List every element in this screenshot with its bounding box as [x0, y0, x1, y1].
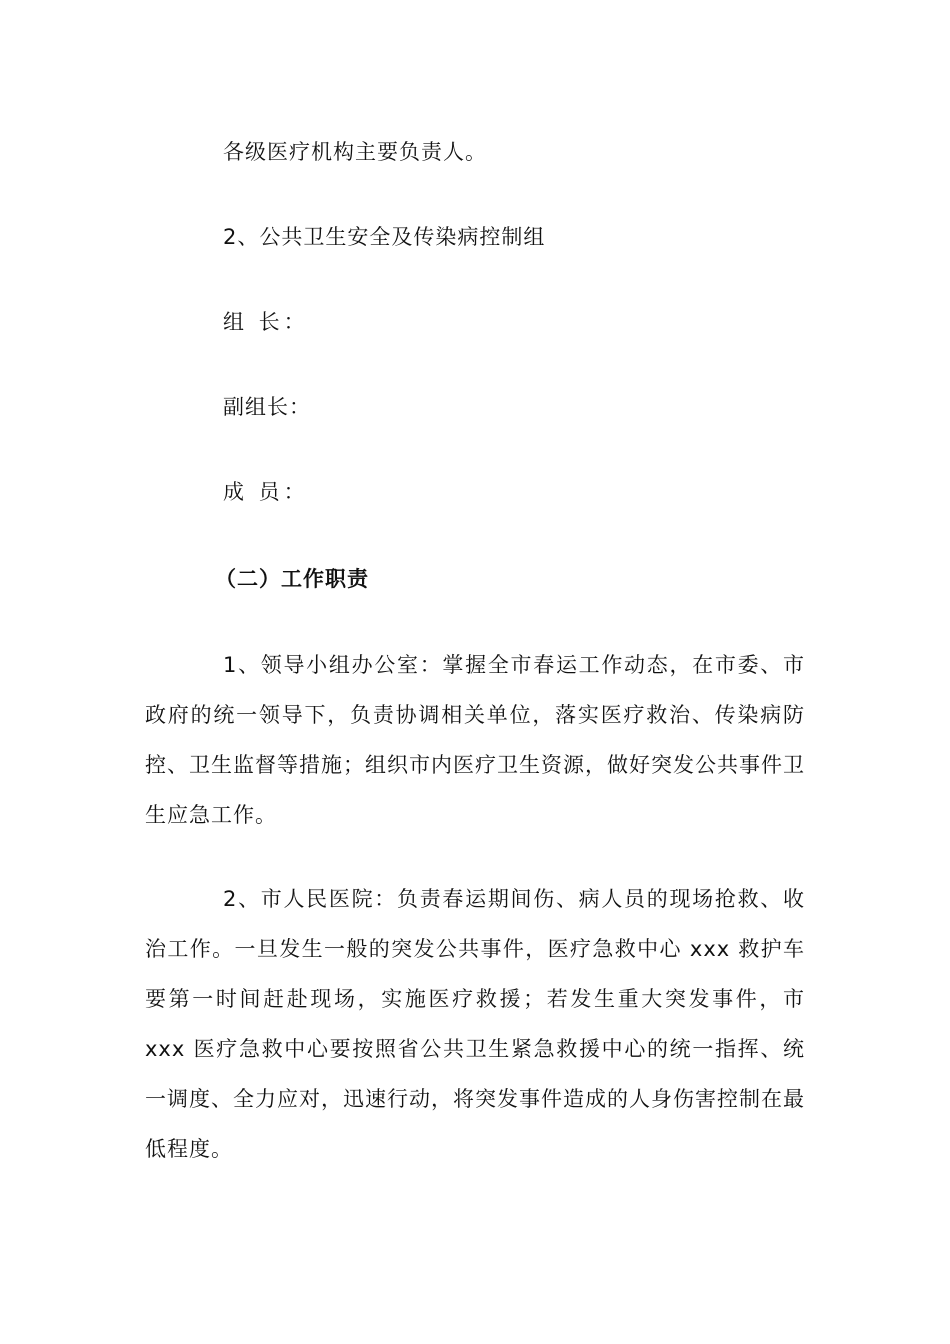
group2-title: 2、公共卫生安全及传染病控制组	[223, 225, 546, 249]
section-heading: （二）工作职责	[215, 567, 369, 591]
duty-paragraph-1: 1、领导小组办公室：掌握全市春运工作动态，在市委、市政府的统一领导下，负责协调相关单位，落实医疗救治、传染病防控、卫生监督等措施；组织市内医疗卫生资源，做好突发公共事件卫生应急工作。	[145, 653, 805, 827]
members-label: 成 员：	[223, 480, 309, 504]
duty-paragraph-2: 2、市人民医院：负责春运期间伤、病人员的现场抢救、收治工作。一旦发生一般的突发公共事件，医疗急救中心 xxx 救护车要第一时间赶赴现场，实施医疗救援；若发生重大突发事件，市 xxx 医疗急救中心要按照省公共卫生紧急救援中心的统一指挥、统一调度、全力应对，迅速行动，将突发事件造成的人身伤害控制在最低程度。	[145, 887, 805, 1161]
leader-label: 组 长：	[223, 310, 309, 334]
members-line-tail: 各级医疗机构主要负责人。	[223, 140, 487, 164]
deputy-leader-label: 副组长：	[223, 395, 311, 419]
